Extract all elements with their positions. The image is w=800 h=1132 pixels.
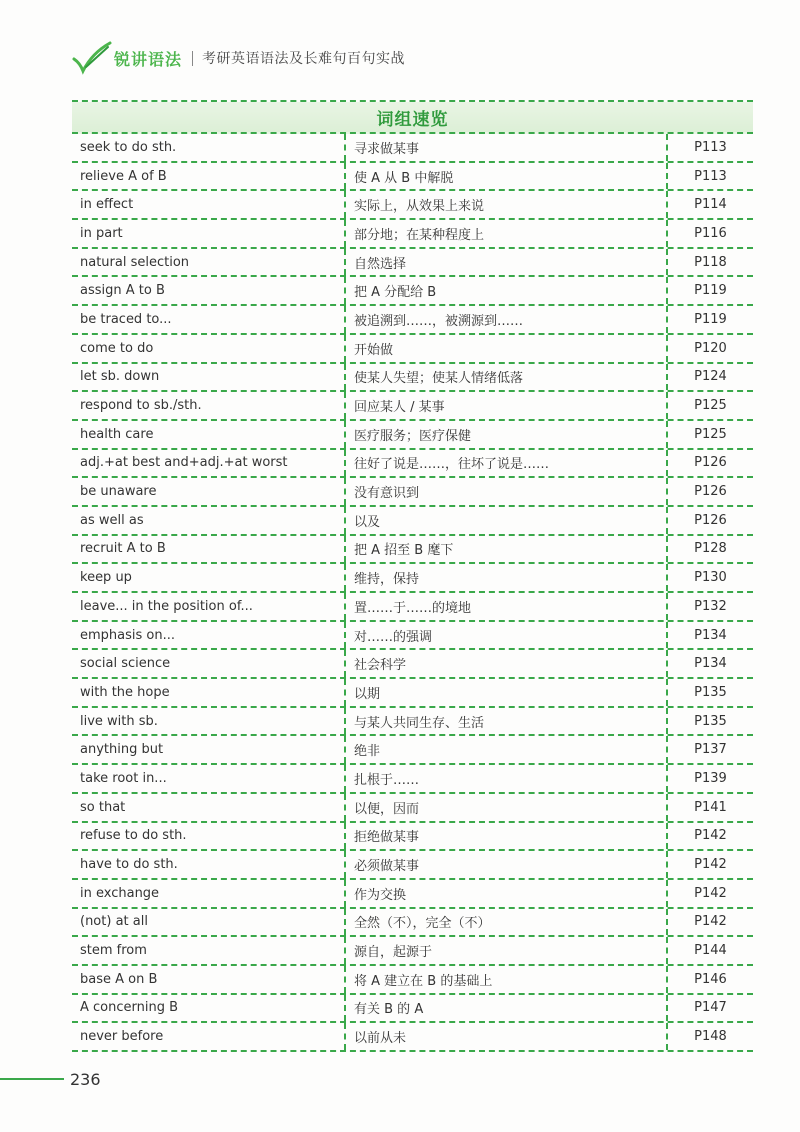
table-row [72,536,753,565]
table-row [72,392,753,421]
table-row [72,306,753,335]
phrase-cell: relieve A of B [80,168,167,184]
meaning-cell: 以便，因而 [344,794,666,821]
phrase-table [72,100,753,1052]
phrase-cell: anything but [80,742,164,758]
table-row [72,851,753,880]
phrase-cell: (not) at all [80,914,148,930]
phrase-cell: social science [80,656,171,672]
phrase-cell: in effect [80,197,134,213]
table-row [72,450,753,479]
table-row [72,1023,753,1052]
table-row [72,277,753,306]
meaning-cell: 扎根于…… [344,765,666,792]
meaning-cell: 部分地；在某种程度上 [344,220,666,247]
phrase-cell: live with sb. [80,713,158,729]
meaning-cell: 对……的强调 [344,622,666,649]
page-ref-cell: P142 [666,880,753,907]
page-ref-cell: P126 [666,507,753,534]
meaning-cell: 寻求做某事 [344,134,666,161]
phrase-cell: come to do [80,340,154,356]
meaning-cell: 拒绝做某事 [344,823,666,850]
page-ref-cell: P116 [666,220,753,247]
meaning-cell: 以前从未 [344,1023,666,1050]
page-ref-cell: P135 [666,679,753,706]
meaning-cell: 置……于……的境地 [344,593,666,620]
phrase-cell: with the hope [80,684,170,700]
meaning-cell: 回应某人 / 某事 [344,392,666,419]
phrase-cell: emphasis on... [80,627,175,643]
page-ref-cell: P148 [666,1023,753,1050]
phrase-cell: so that [80,799,126,815]
meaning-cell: 自然选择 [344,249,666,276]
table-row [72,679,753,708]
brand-title: 锐讲语法 [114,49,183,69]
phrase-cell: natural selection [80,254,190,270]
meaning-cell: 被追溯到……，被溯源到…… [344,306,666,333]
meaning-cell: 把 A 招至 B 麾下 [344,536,666,563]
meaning-cell: 往好了说是……，往坏了说是…… [344,450,666,477]
table-row [72,823,753,852]
page-ref-cell: P135 [666,708,753,735]
page-ref-cell: P142 [666,823,753,850]
table-row [72,736,753,765]
meaning-cell: 绝非 [344,736,666,763]
page-ref-cell: P114 [666,191,753,218]
table-row [72,564,753,593]
page-ref-cell: P125 [666,421,753,448]
meaning-cell: 把 A 分配给 B [344,277,666,304]
meaning-cell: 使某人失望；使某人情绪低落 [344,364,666,391]
table-title-row [72,102,753,134]
meaning-cell: 医疗服务；医疗保健 [344,421,666,448]
phrase-cell: assign A to B [80,283,165,299]
page-ref-cell: P147 [666,995,753,1022]
table-row [72,478,753,507]
table-row [72,966,753,995]
meaning-cell: 维持，保持 [344,564,666,591]
meaning-cell: 社会科学 [344,650,666,677]
phrase-cell: never before [80,1029,164,1045]
page-ref-cell: P134 [666,650,753,677]
table-row [72,909,753,938]
table-row [72,650,753,679]
table-row [72,794,753,823]
meaning-cell: 开始做 [344,335,666,362]
table-body [72,134,753,1052]
meaning-cell: 作为交换 [344,880,666,907]
page-ref-cell: P118 [666,249,753,276]
page-ref-cell: P139 [666,765,753,792]
page-ref-cell: P132 [666,593,753,620]
table-row [72,507,753,536]
page-ref-cell: P126 [666,450,753,477]
phrase-cell: let sb. down [80,369,160,385]
page-ref-cell: P119 [666,277,753,304]
table-row [72,191,753,220]
book-subtitle: 考研英语语法及长难句百句实战 [202,51,406,67]
meaning-cell: 有关 B 的 A [344,995,666,1022]
table-row [72,880,753,909]
table-row [72,134,753,163]
footer-rule [0,1078,64,1080]
phrase-cell: adj.+at best and+adj.+at worst [80,455,288,471]
phrase-cell: leave... in the position of... [80,598,253,614]
phrase-cell: seek to do sth. [80,139,177,155]
phrase-cell: respond to sb./sth. [80,398,202,414]
page-ref-cell: P137 [666,736,753,763]
page-ref-cell: P130 [666,564,753,591]
page-ref-cell: P142 [666,851,753,878]
table-row [72,765,753,794]
table-row [72,593,753,622]
phrase-cell: keep up [80,570,132,586]
meaning-cell: 与某人共同生存、生活 [344,708,666,735]
page-ref-cell: P125 [666,392,753,419]
phrase-cell: A concerning B [80,1000,179,1016]
phrase-cell: refuse to do sth. [80,828,187,844]
page-number: 236 [70,1070,101,1089]
table-row [72,364,753,393]
table-row [72,937,753,966]
meaning-cell: 源自，起源于 [344,937,666,964]
pen-check-icon [72,41,112,75]
phrase-cell: be unaware [80,484,157,500]
meaning-cell: 实际上，从效果上来说 [344,191,666,218]
page-ref-cell: P134 [666,622,753,649]
meaning-cell: 将 A 建立在 B 的基础上 [344,966,666,993]
page-ref-cell: P144 [666,937,753,964]
table-row [72,622,753,651]
page-ref-cell: P113 [666,163,753,190]
table-row [72,220,753,249]
phrase-cell: stem from [80,943,147,959]
table-row [72,708,753,737]
page-ref-cell: P124 [666,364,753,391]
table-row [72,163,753,192]
phrase-cell: in part [80,225,123,241]
phrase-cell: base A on B [80,971,158,987]
phrase-cell: as well as [80,512,144,528]
meaning-cell: 必须做某事 [344,851,666,878]
phrase-cell: health care [80,426,154,442]
meaning-cell: 没有意识到 [344,478,666,505]
page-ref-cell: P120 [666,335,753,362]
page-ref-cell: P113 [666,134,753,161]
phrase-cell: recruit A to B [80,541,166,557]
page-header [72,38,405,78]
table-row [72,335,753,364]
page-ref-cell: P141 [666,794,753,821]
page-ref-cell: P142 [666,909,753,936]
meaning-cell: 以期 [344,679,666,706]
phrase-cell: take root in... [80,770,167,786]
table-row [72,249,753,278]
table-row [72,995,753,1024]
page-ref-cell: P119 [666,306,753,333]
phrase-cell: have to do sth. [80,857,178,873]
page-ref-cell: P146 [666,966,753,993]
phrase-cell: in exchange [80,885,160,901]
table-row [72,421,753,450]
page-ref-cell: P126 [666,478,753,505]
page-ref-cell: P128 [666,536,753,563]
meaning-cell: 以及 [344,507,666,534]
table-title: 词组速览 [376,109,449,130]
meaning-cell: 使 A 从 B 中解脱 [344,163,666,190]
header-divider [192,51,193,66]
phrase-cell: be traced to... [80,311,172,327]
meaning-cell: 全然（不），完全（不） [344,909,666,936]
